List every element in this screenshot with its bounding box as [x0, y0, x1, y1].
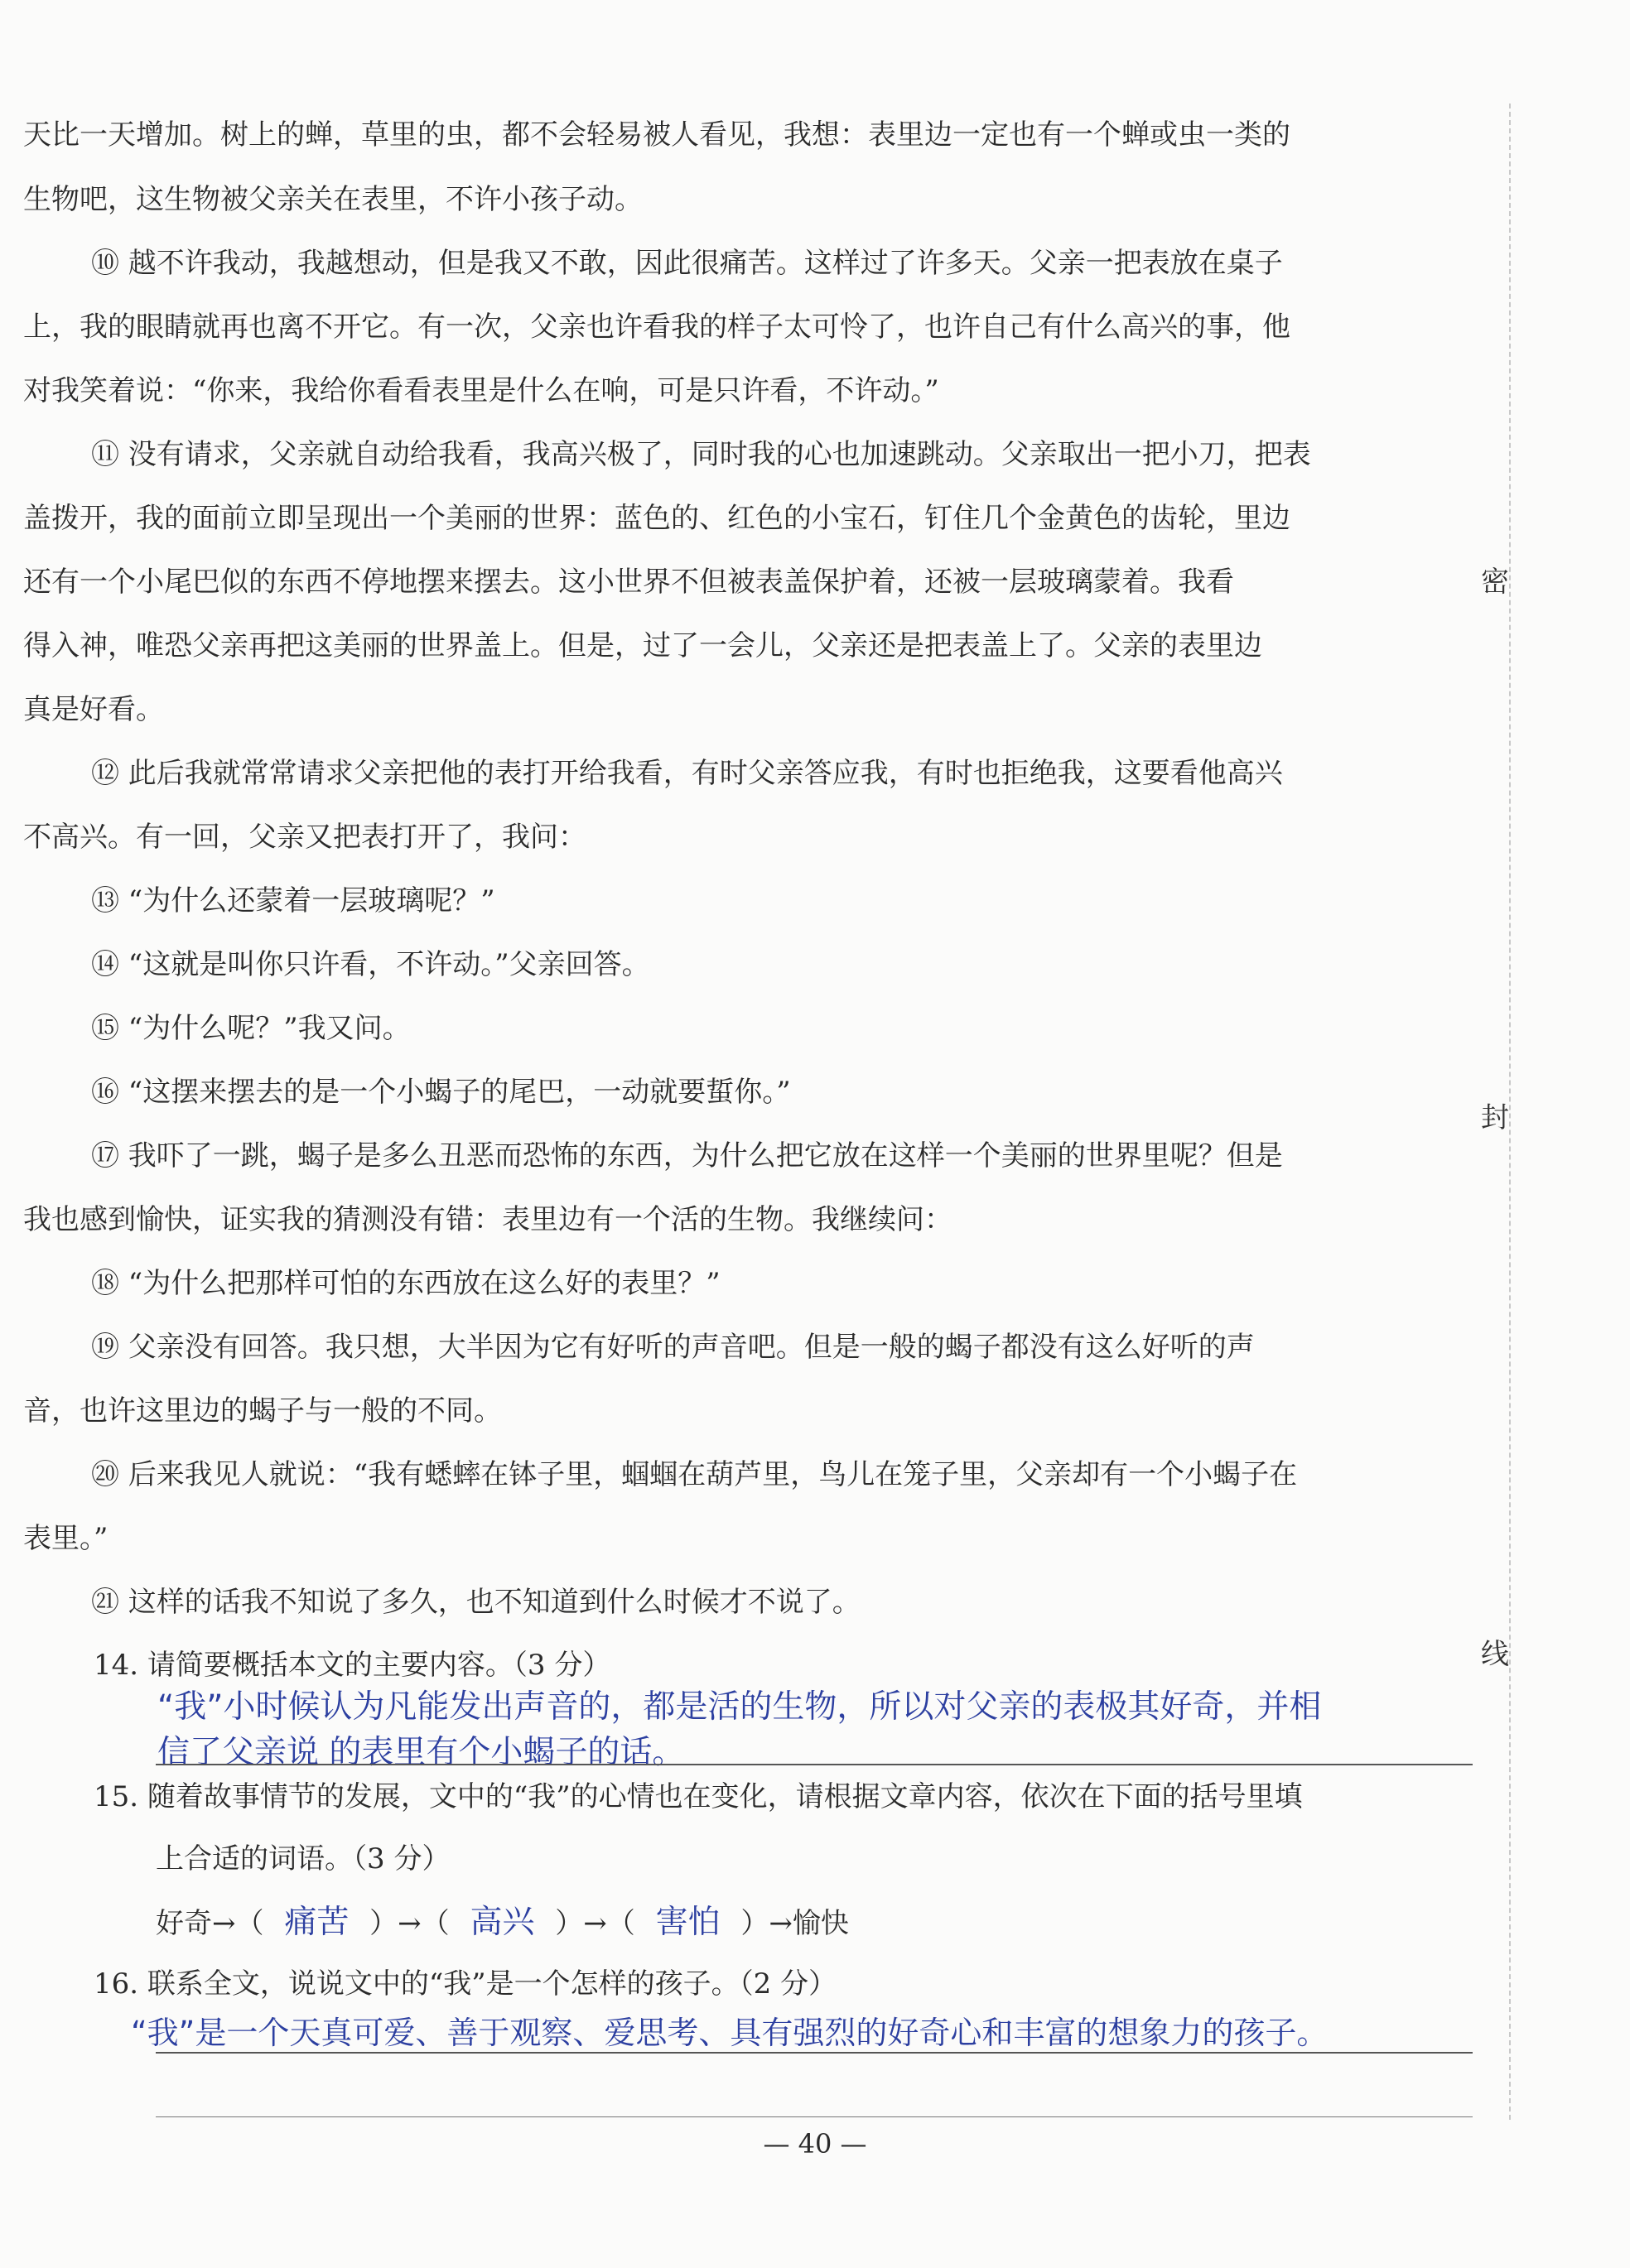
page-number: — 40 —	[763, 2128, 867, 2160]
mood-end: ）→愉快	[740, 1907, 849, 1940]
passage-line: 盖拨开，我的面前立即呈现出一个美丽的世界：蓝色的、红色的小宝石，钉住几个金黄色的齿轮，里边	[23, 502, 1290, 535]
question-14-prompt: 14. 请简要概括本文的主要内容。（3 分）	[94, 1649, 611, 1682]
mood-sep-1: ）→（	[369, 1907, 450, 1940]
passage-line: ⑪ 没有请求，父亲就自动给我看，我高兴极了，同时我的心也加速跳动。父亲取出一把小刀，把表	[91, 438, 1311, 471]
question-16-answer: “我”是一个天真可爱、善于观察、爱思考、具有强烈的好奇心和丰富的想象力的孩子。	[131, 2015, 1329, 2051]
passage-line: ⑰ 我吓了一跳，蝎子是多么丑恶而恐怖的东西，为什么把它放在这样一个美丽的世界里呢？但是	[91, 1139, 1283, 1173]
mood-start: 好奇→（	[156, 1907, 264, 1940]
passage-line: ⑭ “这就是叫你只许看，不许动。”父亲回答。	[91, 948, 650, 981]
passage-line: ㉑ 这样的话我不知说了多久，也不知道到什么时候才不说了。	[91, 1586, 861, 1619]
margin-mi: 密	[1481, 566, 1509, 599]
passage-line: 上，我的眼睛就再也离不开它。有一次，父亲也许看我的样子太可怜了，也许自己有什么高兴的事，他	[23, 311, 1290, 344]
passage-line: 我也感到愉快，证实我的猜测没有错：表里边有一个活的生物。我继续问：	[23, 1203, 952, 1236]
binding-line	[1509, 104, 1511, 2120]
question-14-answer-line-2: 信了父亲说 的表里有个小蝎子的话。	[157, 1734, 685, 1771]
margin-xian: 线	[1481, 1638, 1509, 1671]
passage-line: ⑲ 父亲没有回答。我只想，大半因为它有好听的声音吧。但是一般的蝎子都没有这么好听的声	[91, 1331, 1255, 1364]
mood-sep-2: ）→（	[555, 1907, 635, 1940]
margin-feng: 封	[1481, 1101, 1509, 1134]
passage-line: ⑬ “为什么还蒙着一层玻璃呢？”	[91, 884, 495, 917]
question-14-answer-line-1: “我”小时候认为凡能发出声音的，都是活的生物，所以对父亲的表极其好奇，并相	[157, 1688, 1322, 1726]
passage-line: ⑯ “这摆来摆去的是一个小蝎子的尾巴，一动就要蜇你。”	[91, 1076, 791, 1109]
passage-line: ⑫ 此后我就常常请求父亲把他的表打开给我看，有时父亲答应我，有时也拒绝我，这要看他高兴	[91, 757, 1283, 790]
mood-blank-1: 痛苦	[284, 1904, 350, 1941]
passage-line: 音，也许这里边的蝎子与一般的不同。	[23, 1394, 502, 1428]
passage-line: 真是好看。	[23, 693, 164, 726]
answer-rule	[156, 2052, 1473, 2054]
passage-line: 表里。”	[23, 1522, 109, 1555]
answer-rule	[156, 2116, 1473, 2117]
answer-rule	[156, 1764, 1473, 1765]
passage-line: ⑩ 越不许我动，我越想动，但是我又不敢，因此很痛苦。这样过了许多天。父亲一把表放在桌子	[91, 247, 1283, 280]
question-15-prompt-line-1: 15. 随着故事情节的发展，文中的“我”的心情也在变化，请根据文章内容，依次在下面的括号里填	[94, 1780, 1303, 1813]
passage-line: 天比一天增加。树上的蝉，草里的虫，都不会轻易被人看见，我想：表里边一定也有一个蝉或虫一类的	[23, 118, 1290, 152]
passage-line: ⑳ 后来我见人就说：“我有蟋蟀在钵子里，蝈蝈在葫芦里，鸟儿在笼子里，父亲却有一个小蝎子在	[91, 1458, 1298, 1491]
question-15-mood-chain	[156, 1896, 849, 1943]
passage-line: ⑮ “为什么呢？”我又问。	[91, 1012, 411, 1045]
passage-line: 得入神，唯恐父亲再把这美丽的世界盖上。但是，过了一会儿，父亲还是把表盖上了。父亲的表里边	[23, 629, 1262, 662]
passage-line: 对我笑着说：“你来，我给你看看表里是什么在响，可是只许看，不许动。”	[23, 374, 939, 407]
passage-line: 不高兴。有一回，父亲又把表打开了，我问：	[23, 821, 586, 854]
mood-blank-2: 高兴	[470, 1904, 535, 1941]
passage-line: 生物吧，这生物被父亲关在表里，不许小孩子动。	[23, 183, 643, 216]
passage-line: ⑱ “为什么把那样可怕的东西放在这么好的表里？”	[91, 1267, 721, 1300]
question-16-prompt: 16. 联系全文，说说文中的“我”是一个怎样的孩子。（2 分）	[94, 1967, 837, 2001]
mood-blank-3: 害怕	[655, 1904, 721, 1941]
passage-line: 还有一个小尾巴似的东西不停地摆来摆去。这小世界不但被表盖保护着，还被一层玻璃蒙着。我看	[23, 566, 1234, 599]
question-15-prompt-line-2: 上合适的词语。（3 分）	[156, 1842, 451, 1876]
